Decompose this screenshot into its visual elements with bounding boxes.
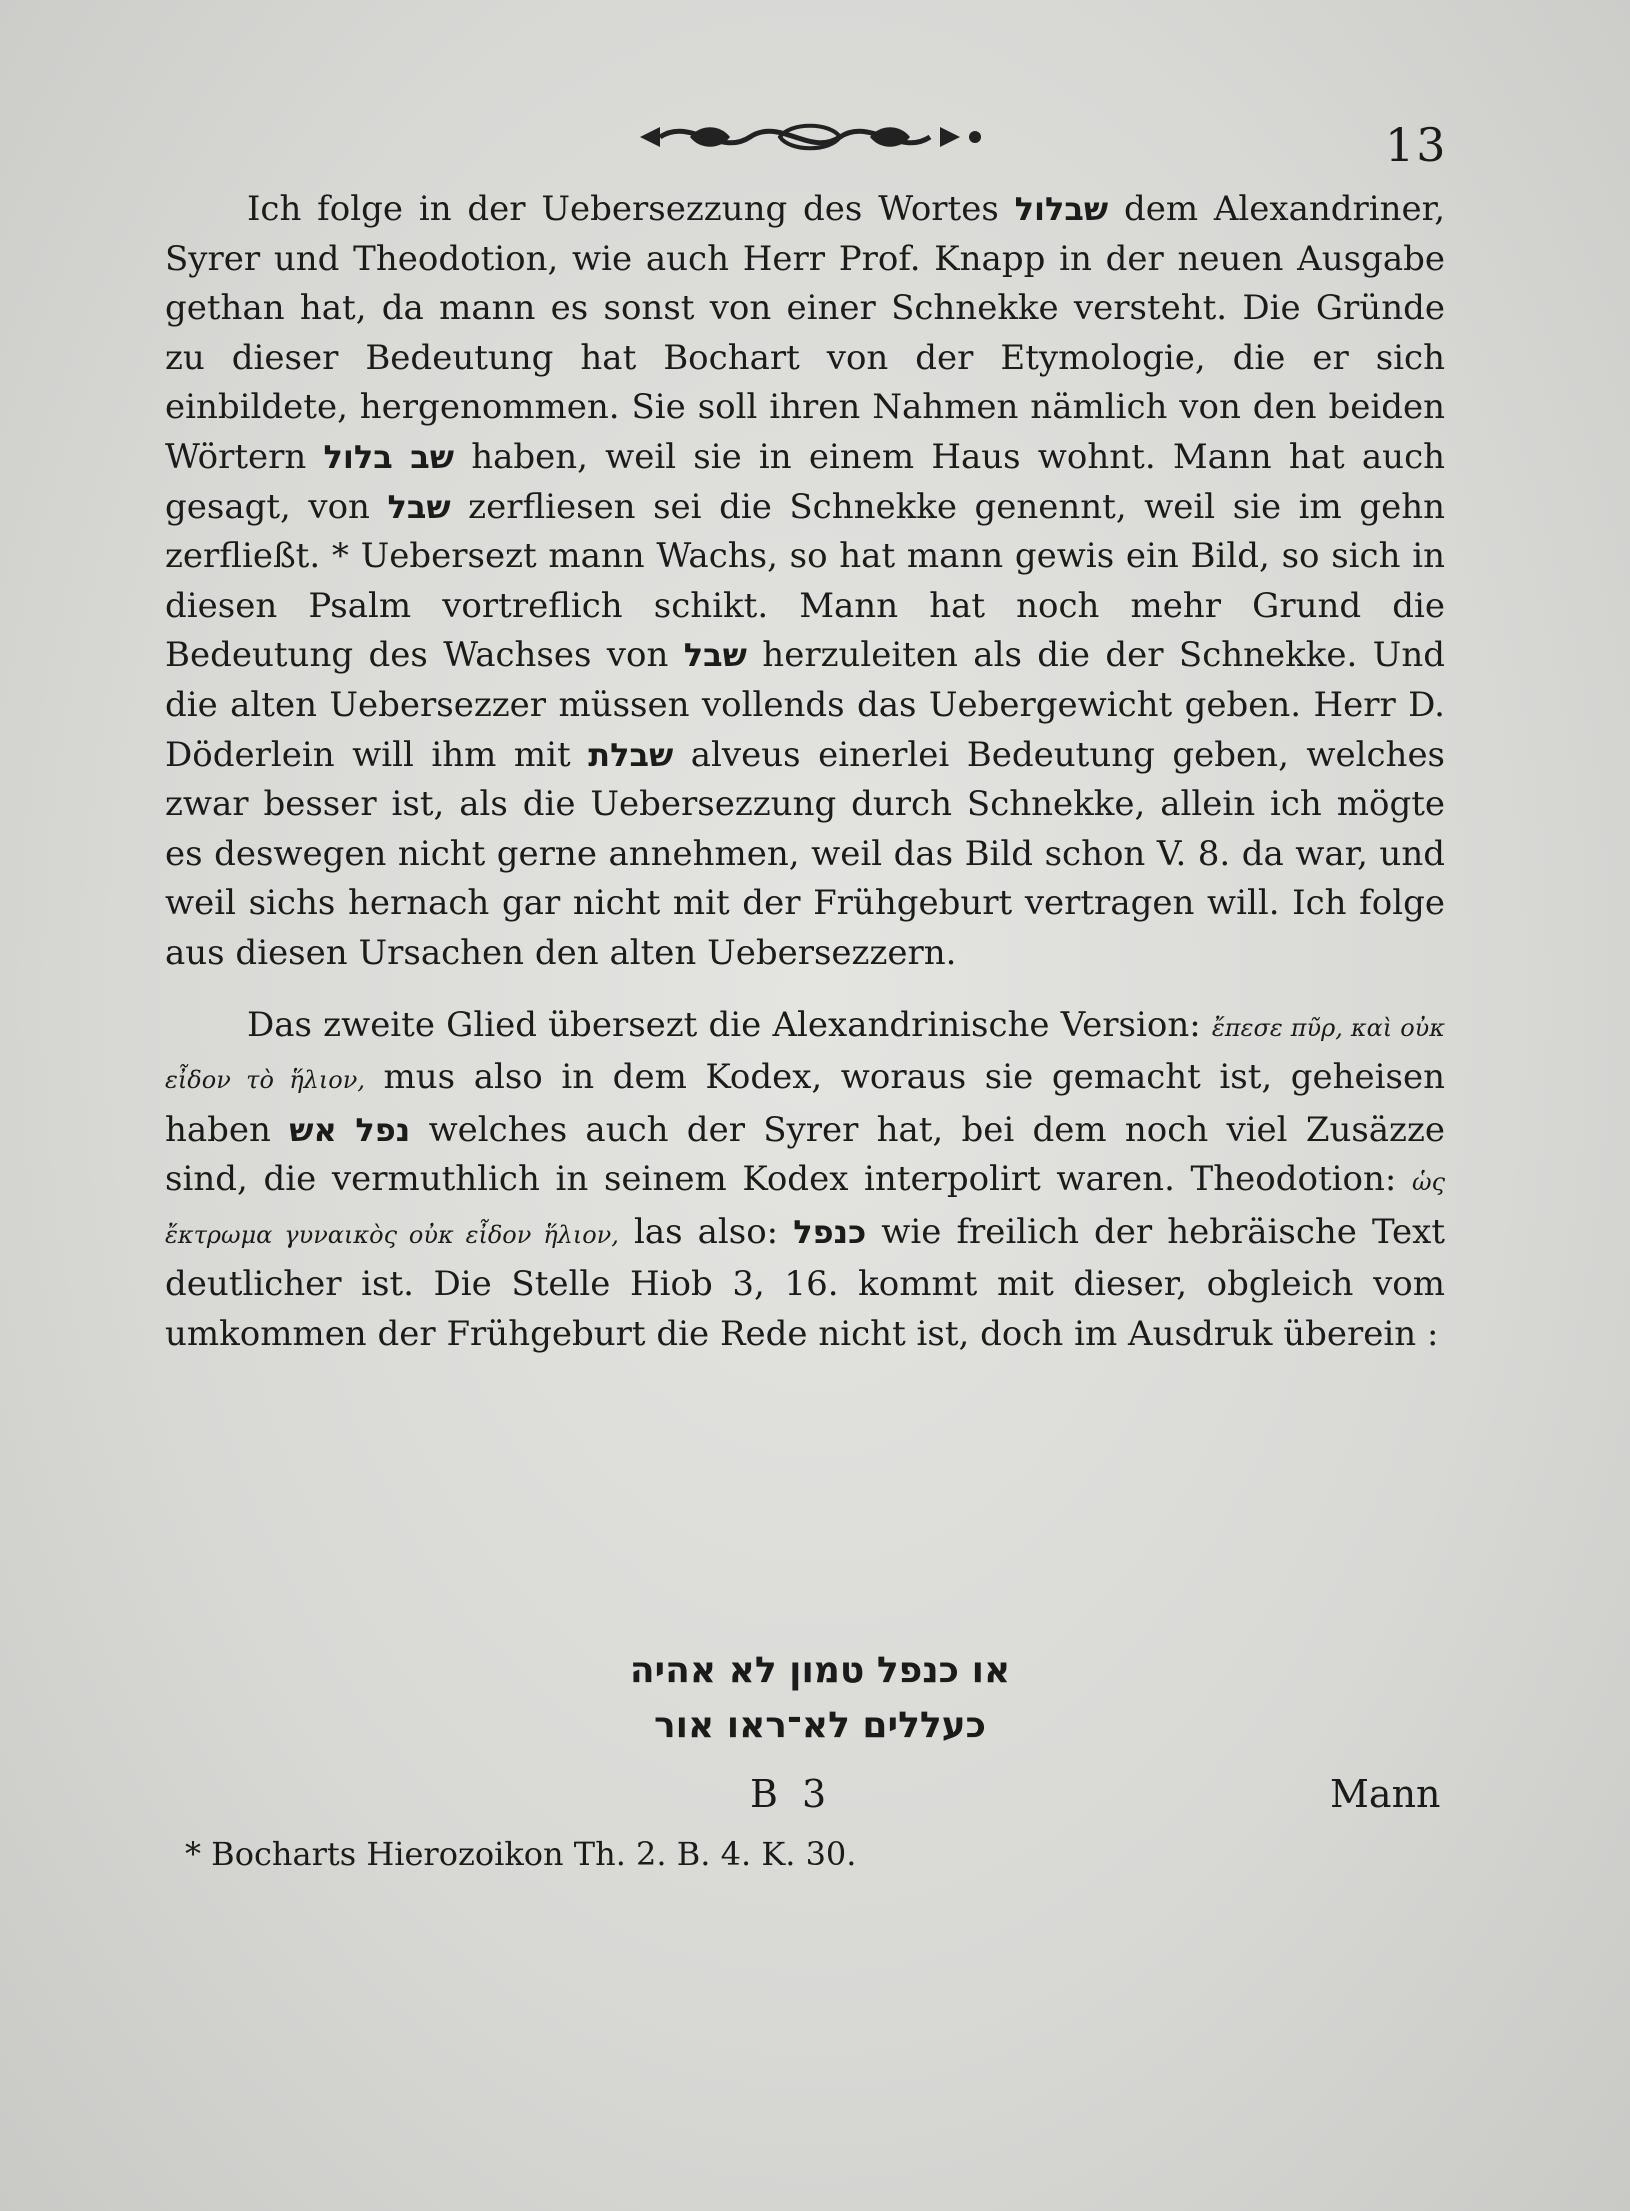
paragraph-text: dem Alexandriner, Syrer und Theodotion, wie auch Herr Prof. Knapp in der neuen Ausgabe gethan hat, da mann es sonst von einer Schnekke versteht. Die Gründe zu dieser Bedeutung hat Bochart von der Etymologie, die er sich einbildete, hergenommen. Sie soll ihren Nahmen nämlich von den beiden Wörtern xyxy=(165,189,1446,477)
vine-ornament-icon xyxy=(630,112,990,162)
page-body xyxy=(165,185,1445,1360)
paragraph-text: Ich folge in der Uebersezzung des Wortes xyxy=(247,189,999,229)
paragraph-text: haben, weil sie in einem Haus wohnt. Mann hat auch gesagt, von xyxy=(165,436,1446,527)
footnote: * Bocharts Hierozoikon Th. 2. B. 4. K. 30. xyxy=(185,1835,857,1873)
paragraph-text: mus also in dem Kodex, woraus sie gemacht ist, geheisen haben xyxy=(165,1057,1445,1150)
hebrew-word: שבל xyxy=(683,636,747,675)
paragraph-text: welches auch der Syrer hat, bei dem noch viel Zusäzze sind, die vermuthlich in seinem Kodex interpolirt waren. Theodotion: xyxy=(165,1109,1446,1200)
hebrew-word: שב בלול xyxy=(323,437,455,476)
paragraph-1 xyxy=(165,185,1445,979)
page-number: 13 xyxy=(1385,118,1448,172)
paragraph-text: zerfliesen sei die Schnekke genennt, weil sie im gehn zerfließt. * Uebersezt mann Wachs, so hat mann gewis ein Bild, so sich in diesen Psalm vortreflich schikt. Mann hat noch mehr Grund die Bedeutung des Wachses von xyxy=(165,486,1445,676)
signature-mark: B 3 xyxy=(750,1772,833,1816)
greek-quote: ἔπεσε πῦρ, καὶ οὐκ εἶδον τὸ ἥλιον, xyxy=(165,1013,1446,1095)
hebrew-word: נפל אש xyxy=(289,1110,411,1149)
paragraph-text: wie freilich der hebräische Text deutlicher ist. Die Stelle Hiob 3, 16. kommt mit dieser, obgleich vom umkommen der Frühgeburt die Rede nicht ist, doch im Ausdruk überein : xyxy=(165,1211,1445,1355)
hebrew-word: שבל xyxy=(387,487,451,526)
hebrew-word: שבלול xyxy=(1014,190,1109,228)
catchword: Mann xyxy=(1330,1772,1441,1816)
greek-quote: ὡς ἔκτρωμα γυναικὸς οὐκ εἶδον ἥλιον, xyxy=(165,1168,1446,1249)
paragraph-text: Das zweite Glied übersezt die Alexandrinische Version: xyxy=(247,1004,1201,1045)
hebrew-word: כנפל xyxy=(793,1212,867,1251)
paragraph-text: alveus einerlei Bedeutung geben, welches zwar besser ist, als die Uebersezzung durch Schnekke, allein ich mögte es deswegen nicht gerne annehmen, weil das Bild schon V. 8. da war, und weil sichs hernach gar nicht mit der Frühgeburt vertragen will. Ich folge aus diesen Ursachen den alten Uebersezzern. xyxy=(165,734,1446,973)
hebrew-verse-line-2: כעללים לא־ראו אור xyxy=(653,1705,987,1746)
paragraph-2 xyxy=(165,1001,1445,1360)
paragraph-text: herzuleiten als die der Schnekke. Und die alten Uebersezzer müssen vollends das Uebergewicht geben. Herr D. Döderlein will ihm mit xyxy=(165,635,1446,775)
hebrew-word: שבלת xyxy=(588,735,674,774)
paragraph-text: las also: xyxy=(633,1211,779,1252)
hebrew-verse-line-1: או כנפל טמון לא אהיה xyxy=(629,1650,1011,1691)
